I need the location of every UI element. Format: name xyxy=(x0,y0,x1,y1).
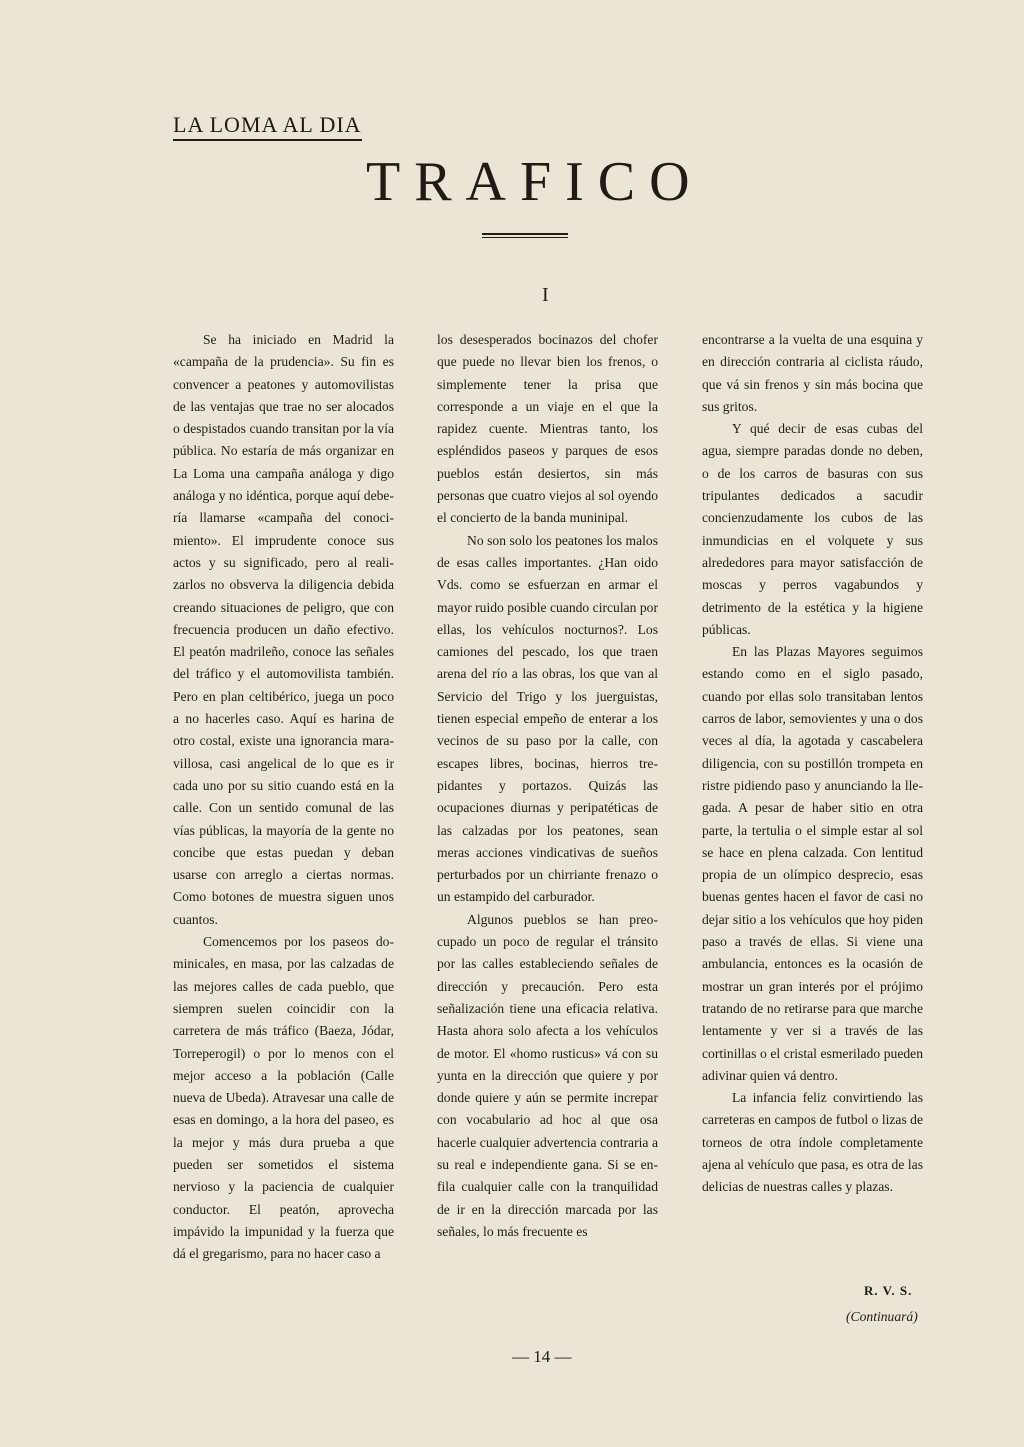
text-column-3 xyxy=(702,329,923,1199)
continued-note: (Continuará) xyxy=(846,1309,918,1324)
paragraph: En las Plazas Mayores seguimos estando como en el siglo pasado, cuando por ellas solo transitaban lentos carros de labor, semovientes y una o dos veces al día, la agotada y cascabelera diligencia, con su postillón trompeta en ristre pidiendo paso y anunciando la llegada. A pesar de haber sitio en otra parte, la tertulia o el simple estar al sol se hace en plena calzada. Con lentitud propia de un olímpico desprecio, esas buenas gentes hacen el favor de casi no dejar sitio a los vehículos que hoy piden paso a través de ellas. Si viene una ambulancia, entonces es la ocasión de mostrar un gran interés por el prójimo tratando de no retirarse para que marche lentamente y ver si a través de las cortinillas o el cristal esmerilado pueden adivinar quien vá dentro. xyxy=(702,644,923,1083)
paragraph: Y qué decir de esas cubas del agua, siempre paradas donde no deben, o de los carros de basuras con sus tripulantes dedicados a sacudir concienzudamente los cubos de las inmundicias en el volquete y sus alrededores para mayor satisfacción de moscas y perros vagabundos y detrimento de la estética y la higiene públicas. xyxy=(702,421,923,637)
section-label: LA LOMA AL DIA xyxy=(173,112,362,141)
paragraph: los desesperados bocinazos del chofer que puede no llevar bien los frenos, o simplemente tener la prisa que corresponde a un viaje en el que la rapidez cuente. Mientras tanto, los espléndidos paseos y parques de esos pueblos están desiertos, sin más personas que cuatro viejos al sol oyendo el concierto de la banda muninipal. xyxy=(437,332,658,526)
page-number: — 14 — xyxy=(512,1347,572,1366)
author-signature: R. V. S. xyxy=(864,1283,913,1298)
text-column-1 xyxy=(173,329,394,1265)
paragraph: No son solo los peatones los malos de esas calles importantes. ¿Han oido Vds. como se esfuerzan en armar el mayor ruido posible cuando circulan por ellas, los vehículos nocturnos?. Los camiones del pescado, los que traen arena del río a las obras, los que van al Servicio del Trigo y los juerguistas, tienen especial empeño de enterar a los vecinos de su paso por la calle, con escapes libres, bocinas, hierros trepidantes y portazos. Quizás las ocupaciones diurnas y peripatéticas de las calzadas por los peatones, sean meras acciones vindicativas de sueños perturbados por un chirriante frenazo o un estampido del carburador. xyxy=(437,532,658,905)
article-title: TRAFICO xyxy=(366,151,704,213)
paragraph: La infancia feliz convirtiendo las carreteras en campos de futbol o lizas de torneos de otra índole completamente ajena al vehículo que pasa, es otra de las delicias de nuestras calles y plazas. xyxy=(702,1090,923,1195)
paragraph: Comencemos por los paseos dominicales, en masa, por las calzadas de las mejores calles de cada pueblo, que siempren suelen coincidir con la carretera de más tráfico (Baeza, Jódar, Torreperogil) o por lo menos con el mejor acceso a la población (Calle nueva de Ubeda). Atravesar una calle de esas en domingo, a la hora del paseo, es la mejor y más dura prueba a que pueden ser sometidos el sistema nervioso y la paciencia de cualquier conductor. El peatón, aprovecha impávido la impunidad y la fuerza que dá el gregarismo, para no hacer caso a xyxy=(173,934,394,1262)
title-divider xyxy=(482,233,568,238)
paragraph: Se ha iniciado en Madrid la «campaña de la prudencia». Su fin es convencer a peatones y automovilistas de las ventajas que trae no ser alocados o despistados cuando transitan por la vía pública. No estaría de más organizar en La Loma una campaña análoga y digo análoga y no idéntica, porque aquí debería llamarse «campaña del conocimiento». El imprudente conoce sus actos y su significado, pero al realizarlos no obsverva la diligencia debida creando situaciones de peligro, que con frecuencia producen un daño efectivo. El peatón madrileño, conoce las señales del tráfico y el automovilista también. Pero en plan celtibérico, juega un poco a no hacerles caso. Aquí es harina de otro costal, existe una ignorancia maravillosa, casi angelical de lo que es ir cada uno por su sitio cuando está en la calle. Con un sentido comunal de las vías públicas, la mayoría de la gente no concibe que estas puedan y deban usarse con arreglo a ciertas normas. Como botones de muestra siguen unos cuantos. xyxy=(173,332,394,927)
part-number: I xyxy=(542,284,549,306)
paragraph: encontrarse a la vuelta de una esquina y en dirección contraria al ciclista ráudo, que vá sin frenos y sin más bocina que sus gritos. xyxy=(702,332,923,414)
paragraph: Algunos pueblos se han preocupado un poco de regular el tránsito por las calles estableciendo señales de dirección y precaución. Pero esta señalización tiene una eficacia relativa. Hasta ahora solo afecta a los vehículos de motor. El «homo rusticus» vá con su yunta en la dirección que quiere y por donde quiere y aún se permite increpar con vocabulario ad hoc al que osa hacerle cualquier advertencia contraria a su real e independiente gana. Si se enfila cualquier calle con la tranquilidad de ir en la dirección marcada por las señales, lo más frecuente es xyxy=(437,911,658,1239)
text-column-2 xyxy=(437,329,658,1243)
